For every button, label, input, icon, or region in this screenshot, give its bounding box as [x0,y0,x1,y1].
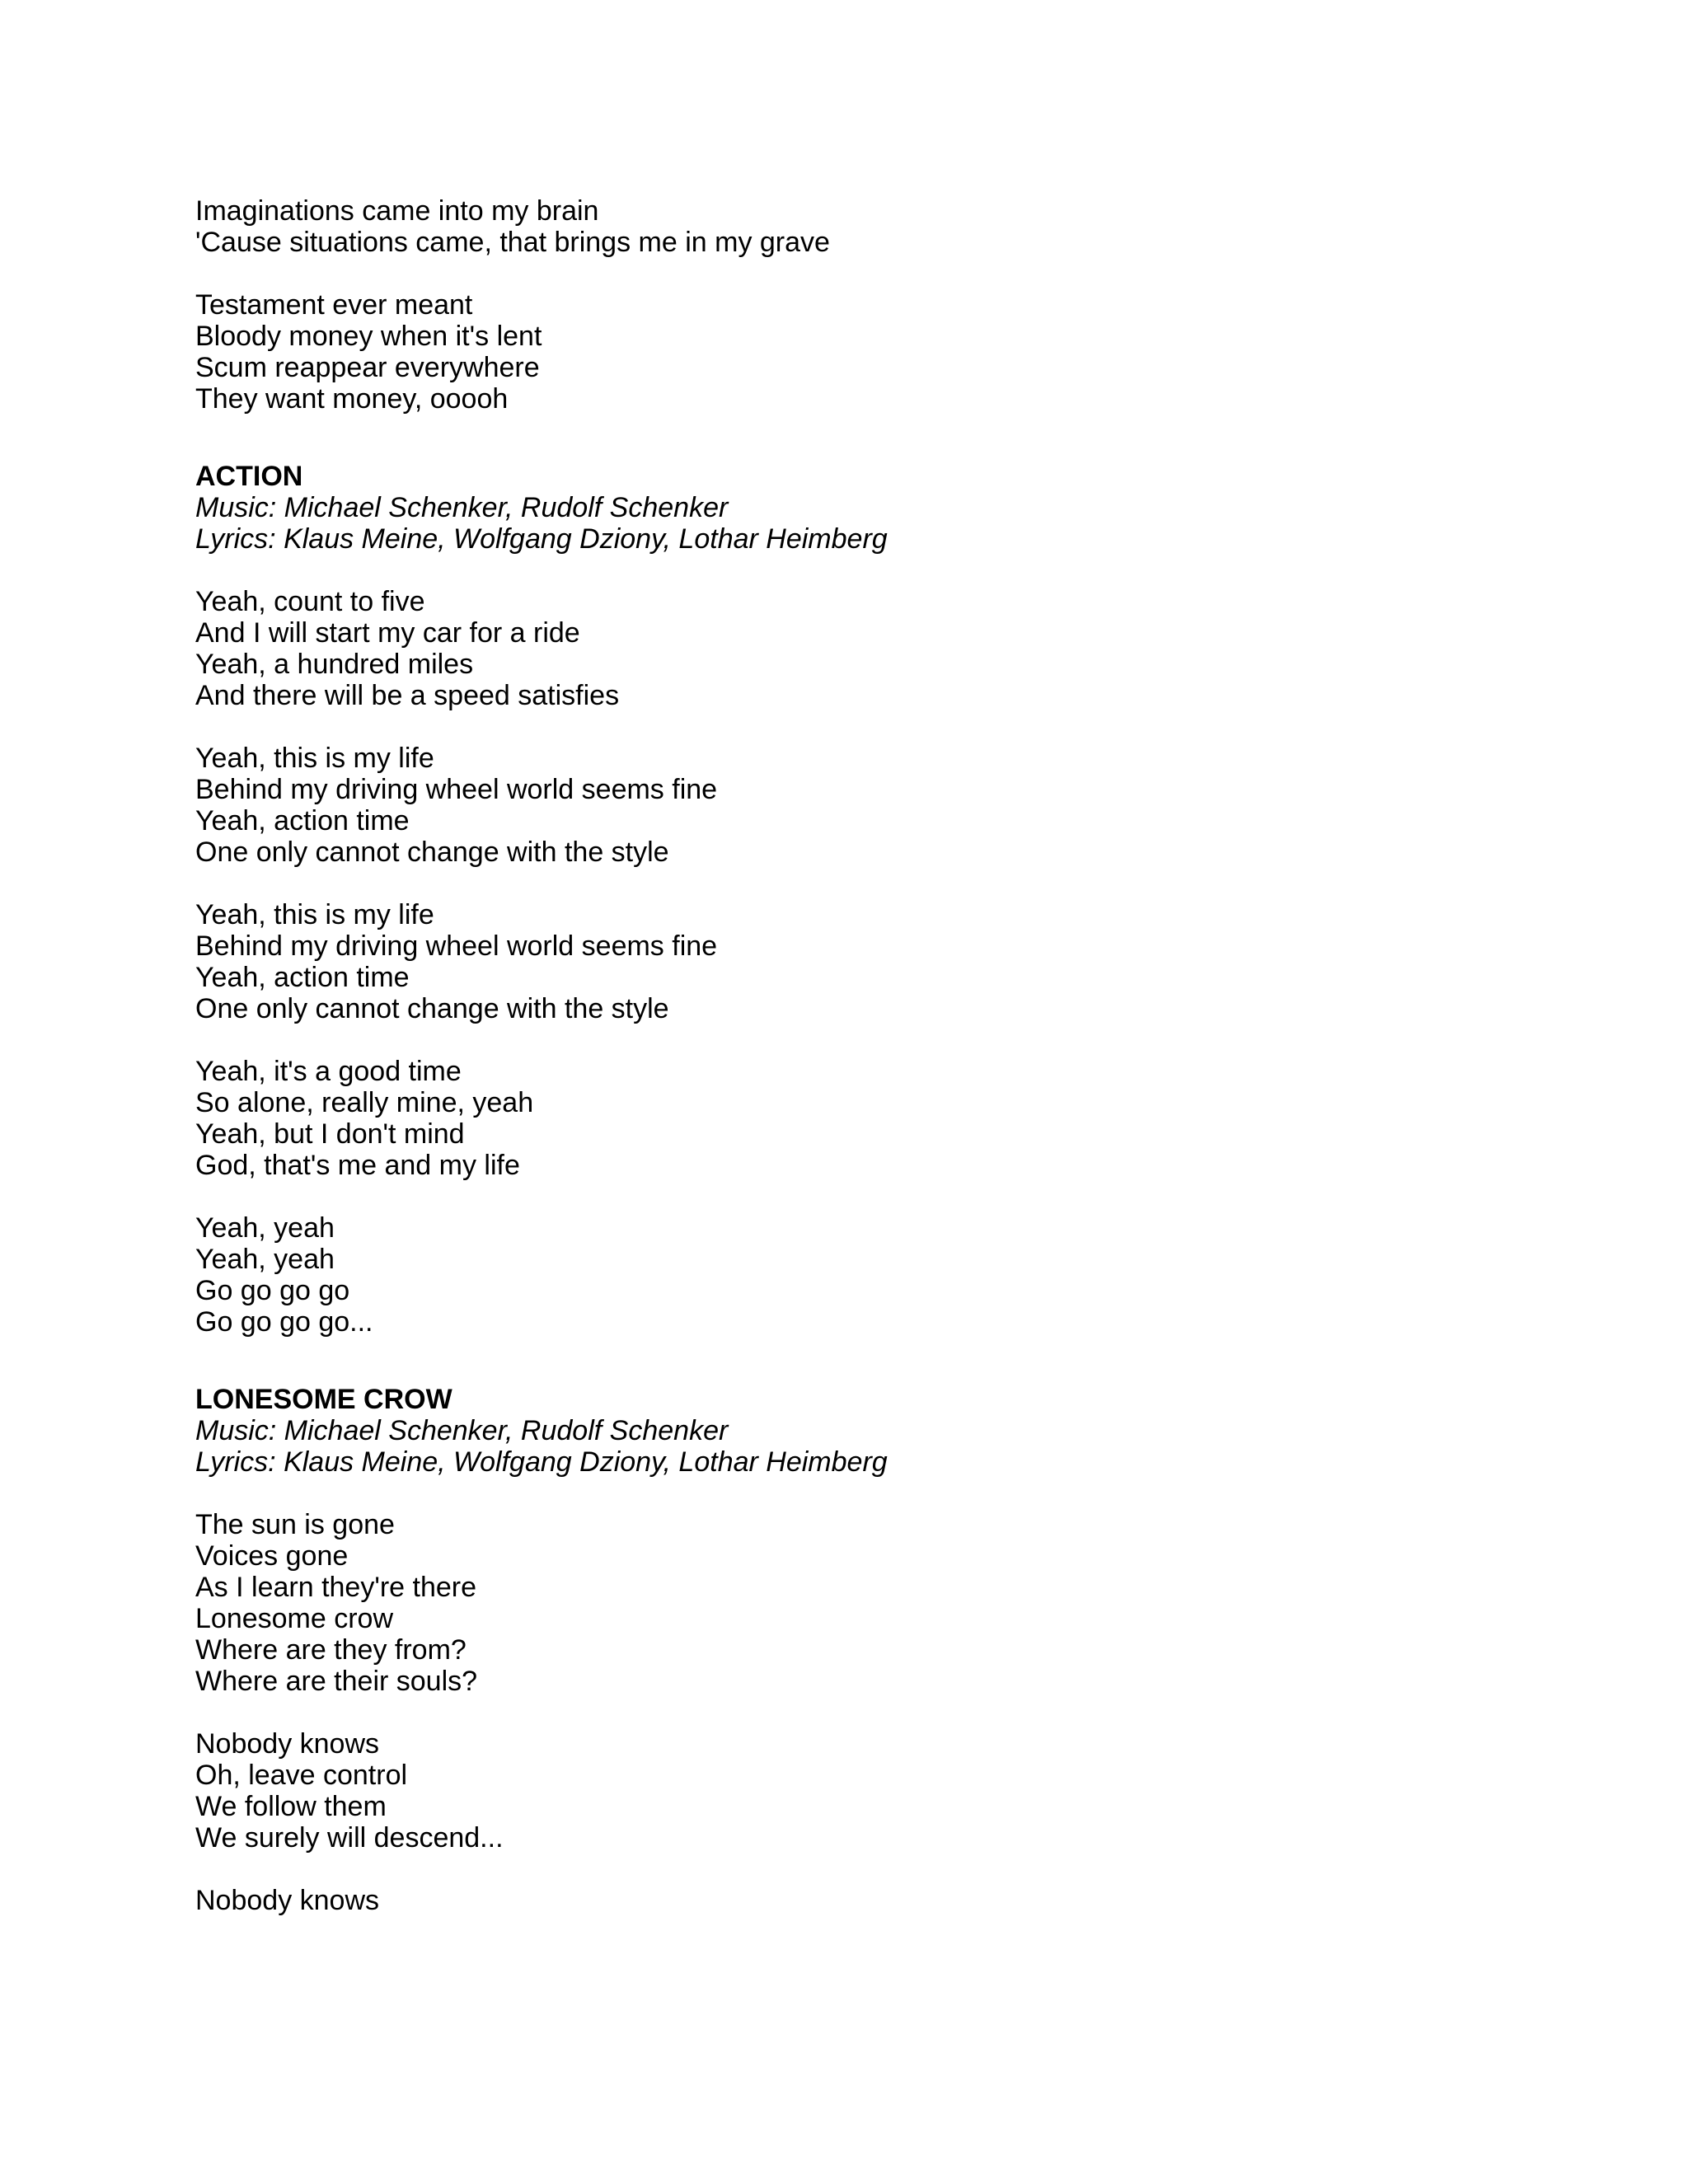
lyric-line: Behind my driving wheel world seems fine [195,930,718,962]
lyric-line: Yeah, yeah [195,1212,335,1244]
lyric-line: 'Cause situations came, that brings me in my grave [195,227,830,258]
song-action [195,461,1514,1338]
lyric-line: Yeah, this is my life [195,743,434,774]
fragment-section [195,195,1514,415]
stanza [195,1885,1514,1916]
song-title: ACTION [195,461,303,492]
lyric-line: And there will be a speed satisfies [195,680,620,711]
lyric-line: Yeah, this is my life [195,899,434,930]
lyric-line: Nobody knows [195,1728,380,1760]
song-title: LONESOME CROW [195,1384,452,1415]
song-credits [195,1415,1514,1478]
lyric-line: Scum reappear everywhere [195,352,540,383]
lyric-line: One only cannot change with the style [195,837,669,868]
stanza [195,1212,1514,1338]
stanza [195,899,1514,1024]
lyric-line: Where are their souls? [195,1666,478,1697]
lyric-line: Yeah, count to five [195,586,425,617]
lyric-line: We surely will descend... [195,1822,504,1854]
lyric-line: Imaginations came into my brain [195,195,599,227]
stanza [195,1509,1514,1697]
lyric-line: Yeah, a hundred miles [195,649,474,680]
stanza [195,1728,1514,1854]
stanza [195,586,1514,711]
lyric-line: Bloody money when it's lent [195,321,542,352]
song-lonesome-crow [195,1384,1514,1916]
lyric-line: We follow them [195,1791,387,1822]
lyric-line: So alone, really mine, yeah [195,1087,534,1118]
stanza [195,1056,1514,1181]
lyric-line: Yeah, action time [195,805,410,837]
lyric-line: Nobody knows [195,1885,380,1916]
lyric-line: As I learn they're there [195,1572,476,1603]
lyric-line: Go go go go [195,1275,350,1306]
stanza [195,195,1514,258]
lyric-line: Yeah, it's a good time [195,1056,462,1087]
lyric-line: Where are they from? [195,1634,467,1666]
stanza [195,289,1514,415]
lyric-line: Go go go go... [195,1306,373,1338]
music-credit: Music: Michael Schenker, Rudolf Schenker [195,1415,729,1446]
lyric-line: One only cannot change with the style [195,993,669,1024]
lyric-line: God, that's me and my life [195,1150,520,1181]
lyric-line: Behind my driving wheel world seems fine [195,774,718,805]
lyric-line: And I will start my car for a ride [195,617,580,649]
lyric-line: Oh, leave control [195,1760,408,1791]
lyric-line: Yeah, action time [195,962,410,993]
lyric-line: Lonesome crow [195,1603,394,1634]
lyrics-page [195,195,1514,1947]
lyric-line: Voices gone [195,1540,349,1572]
lyric-line: They want money, ooooh [195,383,509,415]
song-credits [195,492,1514,555]
music-credit: Music: Michael Schenker, Rudolf Schenker [195,492,729,523]
lyric-line: Yeah, yeah [195,1244,335,1275]
lyric-line: Testament ever meant [195,289,473,321]
lyrics-credit: Lyrics: Klaus Meine, Wolfgang Dziony, Lothar Heimberg [195,523,888,555]
lyrics-credit: Lyrics: Klaus Meine, Wolfgang Dziony, Lothar Heimberg [195,1446,888,1478]
stanza [195,743,1514,868]
lyric-line: The sun is gone [195,1509,395,1540]
lyric-line: Yeah, but I don't mind [195,1118,465,1150]
